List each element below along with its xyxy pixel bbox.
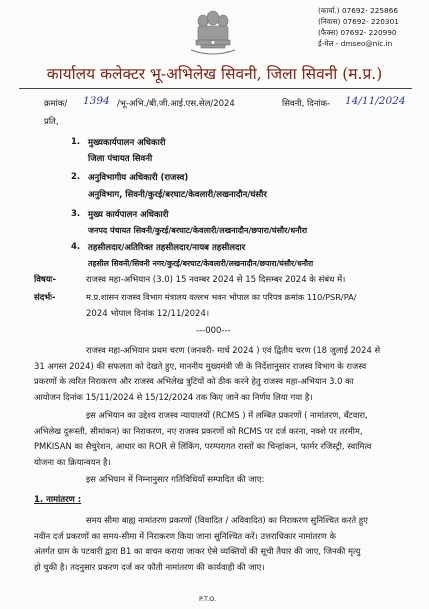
paragraph-line: योजना का क्रियान्वयन है।	[34, 456, 111, 467]
recipient-1-title: मुख्यकार्यपालन अधिकारी	[88, 138, 166, 148]
paragraph-line: इस अभियान का उद्देश्य राजस्व न्यायालयों (RCMS ) में लम्बित प्रकरणों ( नामांतरण, बँटवारा,	[86, 410, 368, 420]
paragraph-line: राजस्व महा-अभियान प्रथम चरण (जनवरी- मार्च 2024 ) एवं द्वितीय चरण (18 जुलाई 2024 से	[86, 345, 381, 355]
section-line: हो चुकी है। तदनुसार प्रकरण दर्ज कर फौती नामांतरण की कार्यवाही की जाए।	[34, 561, 265, 572]
contact-email	[318, 38, 399, 49]
recipient-4-num: 4.	[71, 242, 81, 252]
national-emblem-icon	[183, 4, 243, 64]
paragraph-line: अभिलेख दुरूस्ती, सीमांकन) का निराकरण, नए राजस्व प्रकरणों को RCMS पर दर्ज करना, नक्शे पर तरमीम,	[34, 425, 363, 436]
contact-value: - dmseo@nic.in	[335, 39, 393, 48]
contact-value: 07692- 225866	[341, 6, 398, 15]
recipient-3-num: 3.	[71, 209, 81, 219]
recipient-1-num: 1.	[71, 137, 81, 147]
section-1-body	[34, 513, 368, 575]
paragraph-line: 31 अगस्त 2024) की सफलता को देखते हुए, माननीय मुख्यमंत्री जी के निर्देशानुसार राजस्व विभाग के राजस्व	[34, 360, 367, 371]
reference-line-2: 2024 भोपाल दिनांक 12/11/2024।	[86, 309, 210, 319]
section-line: समय सीमा बाह्य नामांतरण प्रकरणों (विवादित / अविवादित) का निराकरण सुनिश्चित करते हुए	[86, 515, 368, 525]
ref-number-handwritten: 1394	[83, 95, 110, 107]
to-label: प्रति,	[44, 117, 59, 127]
contact-label: (फैक्स)	[318, 28, 339, 37]
reference-label: संदर्भः-	[34, 293, 56, 303]
paragraph-line: PMKISAN का सैचुरेशन, आधार का ROR से लिंकिंग, परम्परागत रास्तों का चिन्हांकन, फार्मर रजिस्ट्री, स्वामित्व	[34, 441, 372, 451]
header-divider	[19, 88, 412, 89]
paragraph-1	[34, 343, 380, 405]
subject-label: विषयः-	[34, 275, 57, 285]
contact-label: ई-मेल	[318, 39, 334, 48]
ref-section-code: /भू-अभि./बी.जी.आई.एस.सेल/2024	[117, 99, 235, 109]
contact-label: (कार्या.)	[318, 6, 340, 15]
recipient-4-office: तहसील सिवनी/सिवनी नगर/कुरई/बरघाट/केवलारी/लखनादौन/छपारा/घंसौर/धनौरा	[88, 259, 314, 268]
office-title: कार्यालय कलेक्टर भू-अभिलेख सिवनी, जिला सिवनी (म.प्र.)	[46, 65, 383, 83]
contact-residence	[318, 16, 399, 27]
place-date-label: सिवनी, दिनांक-	[282, 99, 331, 109]
recipient-2-title: अनुविभागीय अधिकारी (राजस्व)	[88, 173, 189, 183]
paragraph-line: प्रकरणों के त्वरित निराकरण और राजस्व अभिलेख त्रुटियों को ठीक करने हेतु राजस्व महा-अभियान 3.0 का	[34, 376, 354, 386]
paragraph-3: इस अभियान में निम्नानुसार गतिविधियाँ सम्पादित की जाए:	[86, 475, 265, 485]
section-line: अंतर्गत ग्राम के पटवारी द्वारा B1 का वाचन कराया जाकर ऐसे व्यक्तियों की सूची तैयार की जाए, जिनकी मृत्यु	[34, 546, 361, 556]
recipient-4-title: तहसीलदार/अतिरिक्त तहसीलदार/नायब तहसीलदार	[88, 243, 246, 253]
pto-marker: P.T.O.	[199, 595, 217, 603]
contact-label: (निवास)	[318, 17, 341, 26]
contact-office	[318, 5, 399, 16]
recipient-2-office: अनुविभाग, सिवनी/कुरई/बरघाट/केवलारी/लखनादौन/घंसौर	[88, 190, 267, 200]
recipient-1-office: जिला पंचायत सिवनी	[88, 154, 153, 164]
recipient-3-title: मुख्य कार्यपालन अधिकारी	[88, 210, 169, 220]
section-1-heading: 1. नामांतरण :	[34, 495, 82, 505]
paragraph-line: आयोजन दिनांक 15/11/2024 से 15/12/2024 तक किए जाने का निर्णय लिया गया है।	[34, 391, 313, 402]
paragraph-2	[34, 408, 371, 470]
contact-value: 07692- 220301	[342, 17, 399, 26]
section-line: नवीन दर्ज प्रकरणों का समय-सीमा में निराकरण किया जाना सुनिश्चित करें। उत्तराधिकार नामांतरण के	[34, 530, 336, 541]
contact-fax	[318, 27, 399, 38]
reference-line-1: म.प्र.शासन राजस्व विभाग मंत्रालय वल्लभ भवन भोपाल का परिपत्र क्रमांक 110/PSR/PA/	[86, 292, 357, 302]
contact-block	[318, 5, 399, 49]
ref-number-label: क्रमांक/	[44, 99, 68, 109]
recipient-3-office: जनपद पंचायत सिवनी/कुरई/बरघाट/केवलारी/लखनादौन/छपारा/घंसौर/धनौरा	[88, 226, 308, 235]
separator: ---000---	[196, 326, 231, 336]
subject-text: राजस्व महा-अभियान (3.0) 15 नवम्बर 2024 से 15 दिसम्बर 2024 के संबंध में।	[86, 275, 346, 285]
recipient-2-num: 2.	[71, 172, 81, 182]
contact-value: 07692- 220990	[340, 28, 397, 37]
date-handwritten: 14/11/2024	[345, 95, 406, 107]
